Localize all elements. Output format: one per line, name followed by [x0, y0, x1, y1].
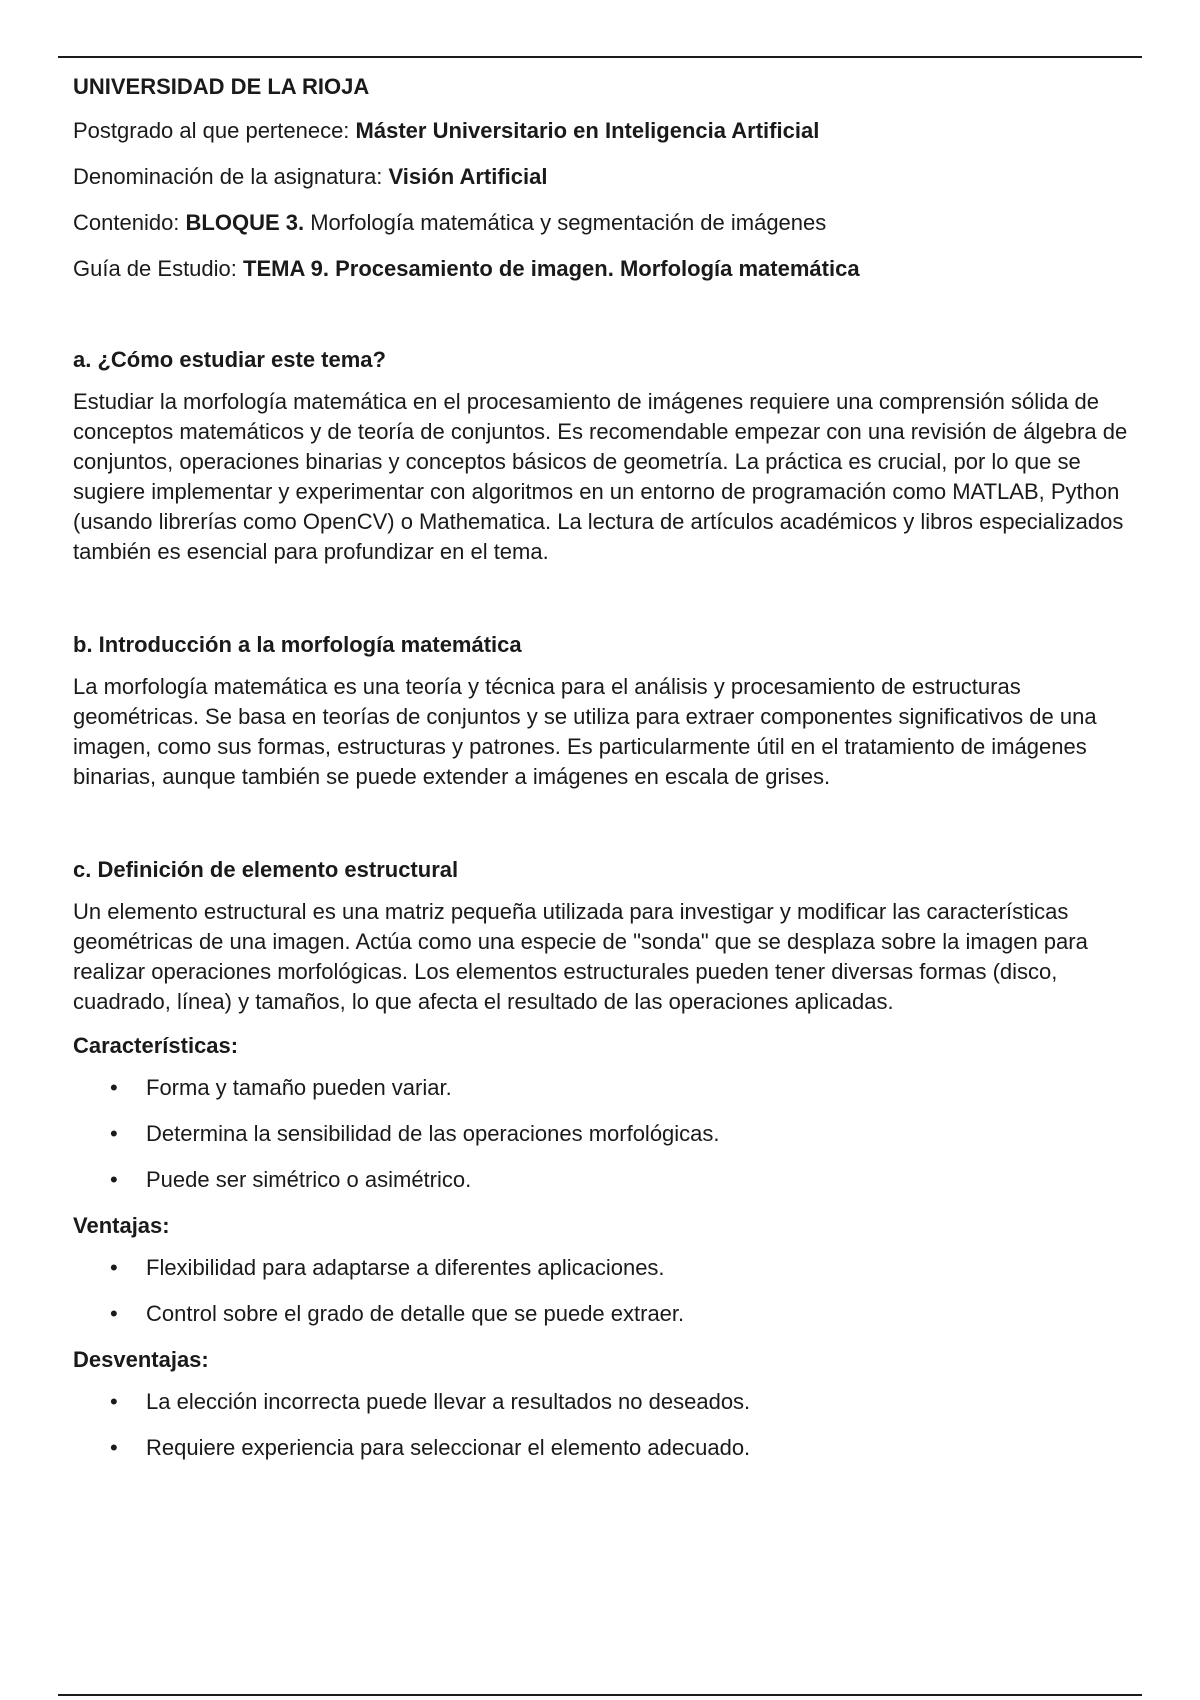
list-item: [73, 1387, 1133, 1417]
bullet-icon: •: [110, 1121, 118, 1146]
list-item: [73, 1073, 1133, 1103]
list-item: [73, 1119, 1133, 1149]
desventajas-heading: Desventajas:: [73, 1347, 209, 1372]
list-item: [73, 1433, 1133, 1463]
list-item: [73, 1253, 1133, 1283]
list-item-text: La elección incorrecta puede llevar a resultados no deseados.: [146, 1389, 751, 1414]
postgrado-label: Postgrado al que pertenece:: [73, 118, 356, 143]
list-item: [73, 1299, 1133, 1329]
list-item-text: Flexibilidad para adaptarse a diferentes aplicaciones.: [146, 1255, 665, 1280]
university-name: UNIVERSIDAD DE LA RIOJA: [73, 74, 370, 99]
list-item: [73, 1165, 1133, 1195]
list-item-text: Determina la sensibilidad de las operaciones morfológicas.: [146, 1121, 720, 1146]
bullet-icon: •: [110, 1075, 118, 1100]
contenido-bloque: BLOQUE 3.: [185, 210, 305, 235]
caracteristicas-heading: Características:: [73, 1033, 239, 1058]
contenido-rest: Morfología matemática y segmentación de imágenes: [304, 210, 827, 235]
guia-label: Guía de Estudio:: [73, 256, 243, 281]
asignatura-line: [73, 162, 1133, 192]
asignatura-value: Visión Artificial: [388, 164, 548, 189]
bullet-icon: •: [110, 1389, 118, 1414]
section-c-title: c. Definición de elemento estructural: [73, 857, 459, 882]
list-item-text: Control sobre el grado de detalle que se puede extraer.: [146, 1301, 685, 1326]
contenido-line: [73, 208, 1133, 238]
document-page: [73, 72, 1133, 1479]
list-item-text: Puede ser simétrico o asimétrico.: [146, 1167, 472, 1192]
list-item-text: Requiere experiencia para seleccionar el elemento adecuado.: [146, 1435, 751, 1460]
contenido-label: Contenido:: [73, 210, 186, 235]
ventajas-list: [73, 1253, 1133, 1329]
section-b-title: b. Introducción a la morfología matemática: [73, 632, 522, 657]
list-item-text: Forma y tamaño pueden variar.: [146, 1075, 452, 1100]
caracteristicas-list: [73, 1073, 1133, 1195]
bottom-rule: [58, 1694, 1142, 1696]
ventajas-heading: Ventajas:: [73, 1213, 170, 1238]
desventajas-list: [73, 1387, 1133, 1463]
top-rule: [58, 56, 1142, 58]
section-c-body: Un elemento estructural es una matriz pequeña utilizada para investigar y modificar las características geométricas de una imagen. Actúa como una especie de "sonda" que se desplaza sobre la imagen para realizar operaciones morfológicas. Los elementos estructurales pueden tener diversas formas (disco, cuadrado, línea) y tamaños, lo que afecta el resultado de las operaciones aplicadas.: [73, 899, 1088, 1014]
bullet-icon: •: [110, 1435, 118, 1460]
section-a-body: Estudiar la morfología matemática en el procesamiento de imágenes requiere una comprensión sólida de conceptos matemáticos y de teoría de conjuntos. Es recomendable empezar con una revisión de álgebra de conjuntos, operaciones binarias y conceptos básicos de geometría. La práctica es crucial, por lo que se sugiere implementar y experimentar con algoritmos en un entorno de programación como MATLAB, Python (usando librerías como OpenCV) o Mathematica. La lectura de artículos académicos y libros especializados también es esencial para profundizar en el tema.: [73, 389, 1128, 564]
section-b-body: La morfología matemática es una teoría y técnica para el análisis y procesamiento de estructuras geométricas. Se basa en teorías de conjuntos y se utiliza para extraer componentes significativos de una imagen, como sus formas, estructuras y patrones. Es particularmente útil en el tratamiento de imágenes binarias, aunque también se puede extender a imágenes en escala de grises.: [73, 674, 1097, 789]
guia-line: [73, 254, 1133, 284]
guia-value: TEMA 9. Procesamiento de imagen. Morfología matemática: [243, 256, 860, 281]
postgrado-value: Máster Universitario en Inteligencia Artificial: [355, 118, 820, 143]
bullet-icon: •: [110, 1255, 118, 1280]
postgrado-line: [73, 116, 1133, 146]
bullet-icon: •: [110, 1301, 118, 1326]
section-a-title: a. ¿Cómo estudiar este tema?: [73, 347, 386, 372]
bullet-icon: •: [110, 1167, 118, 1192]
asignatura-label: Denominación de la asignatura:: [73, 164, 389, 189]
